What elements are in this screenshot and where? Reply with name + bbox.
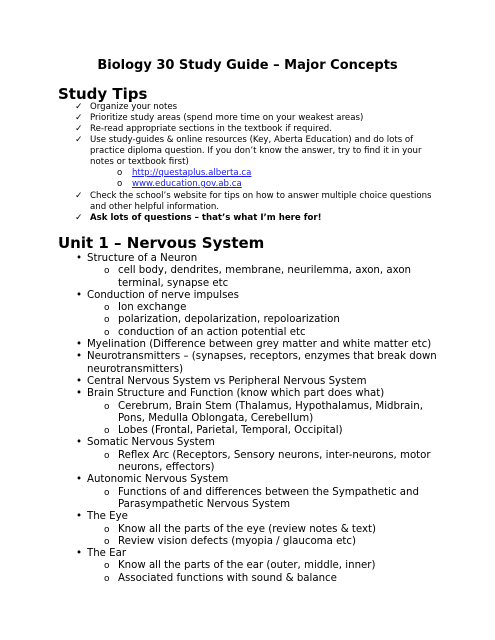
bullet-icon: • bbox=[76, 253, 83, 264]
topic-label: The Ear bbox=[87, 548, 127, 560]
circle-bullet-icon: o bbox=[117, 179, 123, 189]
circle-bullet-icon: o bbox=[117, 168, 123, 178]
topic-item bbox=[58, 376, 438, 388]
bullet-icon: • bbox=[76, 351, 83, 363]
tip-item bbox=[58, 191, 438, 213]
topic-item bbox=[58, 548, 438, 560]
topic-item bbox=[58, 474, 438, 486]
subtopic-label: polarization, depolarization, repoloarization bbox=[118, 314, 340, 326]
checkmark-icon: ✓ bbox=[75, 113, 83, 123]
topic-item bbox=[58, 290, 438, 302]
checkmark-icon: ✓ bbox=[75, 191, 83, 201]
tip-text: Prioritize study areas (spend more time on your weakest areas) bbox=[90, 113, 364, 123]
tip-item bbox=[58, 124, 438, 135]
subtopic-label: conduction of an action potential etc bbox=[118, 326, 306, 338]
checkmark-icon: ✓ bbox=[75, 102, 83, 112]
subtopic-label: Know all the parts of the eye (review notes & text) bbox=[118, 523, 376, 535]
subtopic-item bbox=[58, 524, 438, 536]
topic-label: Somatic Nervous System bbox=[87, 437, 215, 449]
subtopic-label: Know all the parts of the ear (outer, middle, inner) bbox=[118, 560, 376, 572]
bullet-icon: • bbox=[76, 375, 83, 387]
checkmark-icon: ✓ bbox=[75, 135, 83, 145]
subtopic-item bbox=[58, 327, 438, 339]
subtopic-item bbox=[58, 265, 438, 290]
topic-item bbox=[58, 351, 438, 376]
topic-label: Conduction of nerve impulses bbox=[87, 289, 239, 301]
tip-text: Re-read appropriate sections in the textbook if required. bbox=[90, 124, 332, 134]
circle-bullet-icon: o bbox=[104, 327, 110, 338]
topic-label: Central Nervous System vs Peripheral Nervous System bbox=[87, 375, 367, 387]
circle-bullet-icon: o bbox=[104, 573, 110, 584]
bullet-icon: • bbox=[76, 388, 83, 400]
topic-label: The Eye bbox=[87, 511, 128, 523]
subtopic-label: Associated functions with sound & balance bbox=[118, 572, 337, 584]
checkmark-icon: ✓ bbox=[75, 124, 83, 134]
unit1-heading: Unit 1 – Nervous System bbox=[58, 234, 265, 252]
link-item bbox=[58, 168, 438, 179]
topic-label: Autonomic Nervous System bbox=[87, 474, 229, 486]
tip-item bbox=[58, 135, 438, 168]
circle-bullet-icon: o bbox=[104, 266, 110, 277]
bullet-icon: • bbox=[76, 339, 83, 351]
topic-label: Structure of a Neuron bbox=[87, 253, 198, 264]
subtopic-item bbox=[58, 536, 438, 548]
topic-item bbox=[58, 437, 438, 449]
tip-item bbox=[58, 102, 438, 113]
circle-bullet-icon: o bbox=[104, 303, 110, 314]
bullet-icon: • bbox=[76, 289, 83, 301]
subtopic-label: Reflex Arc (Receptors, Sensory neurons, inter-neurons, motor neurons, effectors) bbox=[118, 449, 431, 474]
page-title: Biology 30 Study Guide – Major Concepts bbox=[97, 58, 398, 73]
tip-text: Ask lots of questions – that’s what I’m here for! bbox=[90, 213, 322, 223]
subtopic-item bbox=[58, 302, 438, 314]
circle-bullet-icon: o bbox=[104, 426, 110, 437]
topic-label: Myelination (Difference between grey matter and white matter etc) bbox=[87, 339, 432, 351]
tip-text: Check the school’s website for tips on how to answer multiple choice questions and other helpful information. bbox=[90, 191, 432, 212]
tip-text: Organize your notes bbox=[90, 102, 178, 112]
topic-label: Brain Structure and Function (know which part does what) bbox=[87, 388, 385, 400]
subtopic-item bbox=[58, 573, 438, 585]
unit1-list bbox=[58, 253, 438, 585]
subtopic-item bbox=[58, 401, 438, 426]
topic-item bbox=[58, 339, 438, 351]
education-link[interactable]: www.education.gov.ab.ca bbox=[132, 179, 242, 189]
circle-bullet-icon: o bbox=[104, 487, 110, 498]
subtopic-label: Cerebrum, Brain Stem (Thalamus, Hypothalamus, Midbrain, Pons, Medulla Oblongata, Cerebellum) bbox=[118, 400, 423, 424]
bullet-icon: • bbox=[76, 548, 83, 560]
tip-text: Use study-guides & online resources (Key, Aberta Education) and do lots of practice diploma question. If you don’t know the answer, try to find it in your notes or textbook first) bbox=[90, 135, 422, 167]
questaplus-link[interactable]: http://questaplus.alberta.ca bbox=[132, 168, 252, 178]
study-tips-heading: Study Tips bbox=[58, 85, 148, 103]
circle-bullet-icon: o bbox=[104, 401, 110, 412]
topic-label: Neurotransmitters – (synapses, receptors, enzymes that break down neurotransmitters) bbox=[87, 351, 437, 375]
study-tips-list bbox=[58, 102, 438, 224]
subtopic-item bbox=[58, 314, 438, 326]
tip-item bbox=[58, 113, 438, 124]
subtopic-item bbox=[58, 425, 438, 437]
subtopic-label: Review vision defects (myopia / glaucoma etc) bbox=[118, 535, 356, 547]
circle-bullet-icon: o bbox=[104, 524, 110, 535]
circle-bullet-icon: o bbox=[104, 561, 110, 572]
subtopic-label: Functions of and differences between the Sympathetic and Parasympathetic Nervous System bbox=[118, 486, 419, 510]
subtopic-item bbox=[58, 560, 438, 572]
tip-item bbox=[58, 213, 438, 224]
topic-item bbox=[58, 511, 438, 523]
bullet-icon: • bbox=[76, 474, 83, 486]
subtopic-label: Ion exchange bbox=[118, 302, 187, 314]
subtopic-label: cell body, dendrites, membrane, neurilemma, axon, axon terminal, synapse etc bbox=[118, 265, 412, 289]
subtopic-item bbox=[58, 450, 438, 475]
subtopic-label: Lobes (Frontal, Parietal, Temporal, Occipital) bbox=[118, 425, 343, 437]
circle-bullet-icon: o bbox=[104, 536, 110, 547]
topic-item bbox=[58, 388, 438, 400]
checkmark-icon: ✓ bbox=[75, 213, 83, 223]
bullet-icon: • bbox=[76, 511, 83, 523]
circle-bullet-icon: o bbox=[104, 450, 110, 461]
circle-bullet-icon: o bbox=[104, 315, 110, 326]
link-item bbox=[58, 179, 438, 190]
subtopic-item bbox=[58, 487, 438, 512]
topic-item bbox=[58, 253, 438, 265]
bullet-icon: • bbox=[76, 437, 83, 449]
